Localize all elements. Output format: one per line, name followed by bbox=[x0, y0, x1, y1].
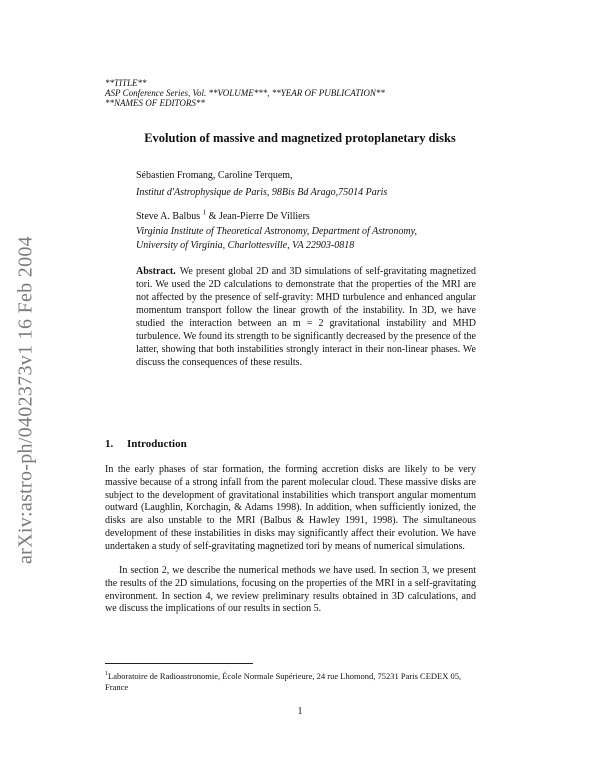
header-editors: **NAMES OF EDITORS** bbox=[105, 98, 205, 108]
footnote-marker: 1 bbox=[202, 208, 207, 217]
intro-paragraph-2: In section 2, we describe the numerical methods we have used. In section 3, we present the results of the 2D simulations, focusing on the properties of the MRI in a self-gravitating environment. In section 4, we review preliminary results obtained in 3D calculations, and we discuss the implications of our results in section 5. bbox=[105, 565, 476, 615]
affiliation-1: Institut d'Astrophysique de Paris, 98Bis Bd Arago,75014 Paris bbox=[136, 187, 388, 198]
author-devilliers: & Jean-Pierre De Villiers bbox=[208, 211, 310, 222]
header-series: ASP Conference Series, Vol. **VOLUME***, **YEAR OF PUBLICATION** bbox=[105, 88, 385, 98]
affiliation-2-line-2: University of Virginia, Charlottesville, VA 22903-0818 bbox=[136, 239, 355, 251]
footnote bbox=[105, 671, 476, 692]
abstract-text: We present global 2D and 3D simulations of self-gravitating magnetized tori. We used the 2D calculations to demonstrate that the properties of the MRI are not affected by the presence of self-gravity: MHD turbulence and enhanced angular momentum transport follow the linear growth of the instability. In 3D, we have studied the interaction between an m = 2 gravitational instability and MHD turbulence. We found its strength to be significantly decreased by the presence of the latter, showing that both instabilities strongly interact in their non-linear phases. We discuss the consequences of these results. bbox=[136, 266, 476, 368]
paper-title: Evolution of massive and magnetized protoplanetary disks bbox=[144, 131, 456, 145]
footnote-number: 1 bbox=[105, 671, 108, 678]
footnote-text: Laboratoire de Radioastronomie, École Normale Supérieure, 24 rue Lhomond, 75231 Paris CEDEX 05, France bbox=[105, 671, 462, 692]
arxiv-identifier: arXiv:astro-ph/0402373v1 16 Feb 2004 bbox=[14, 236, 37, 564]
conference-header bbox=[105, 78, 385, 108]
affiliation-2 bbox=[136, 225, 417, 252]
arxiv-sidebar bbox=[14, 200, 38, 600]
footnote-rule bbox=[105, 663, 253, 664]
header-title-placeholder: **TITLE** bbox=[105, 78, 147, 88]
intro-paragraph-1: In the early phases of star formation, the forming accretion disks are likely to be very massive because of a strong infall from the parent molecular cloud. These massive disks are subject to the development of gravitational instabilities which transport angular momentum outward (Laughlin, Korchagin, & Adams 1998). In addition, when sufficiently ionized, the disks are also unstable to the MRI (Balbus & Hawley 1991, 1998). The simultaneous development of these instabilities in disks may significantly affect their evolution. We have undertaken a study of self-gravitating magnetized tori by means of numerical simulations. bbox=[105, 464, 476, 552]
author-line-2 bbox=[136, 210, 310, 223]
author-balbus: Steve A. Balbus bbox=[136, 211, 201, 222]
abstract-label: Abstract. bbox=[136, 266, 176, 277]
affiliation-2-line-1: Virginia Institute of Theoretical Astronomy, Department of Astronomy, bbox=[136, 226, 418, 237]
section-heading bbox=[105, 438, 187, 450]
section-title: Introduction bbox=[127, 438, 187, 450]
abstract bbox=[136, 265, 476, 369]
author-line-1: Sébastien Fromang, Caroline Terquem, bbox=[136, 170, 293, 181]
section-number: 1. bbox=[105, 438, 114, 450]
page-number: 1 bbox=[297, 706, 303, 717]
